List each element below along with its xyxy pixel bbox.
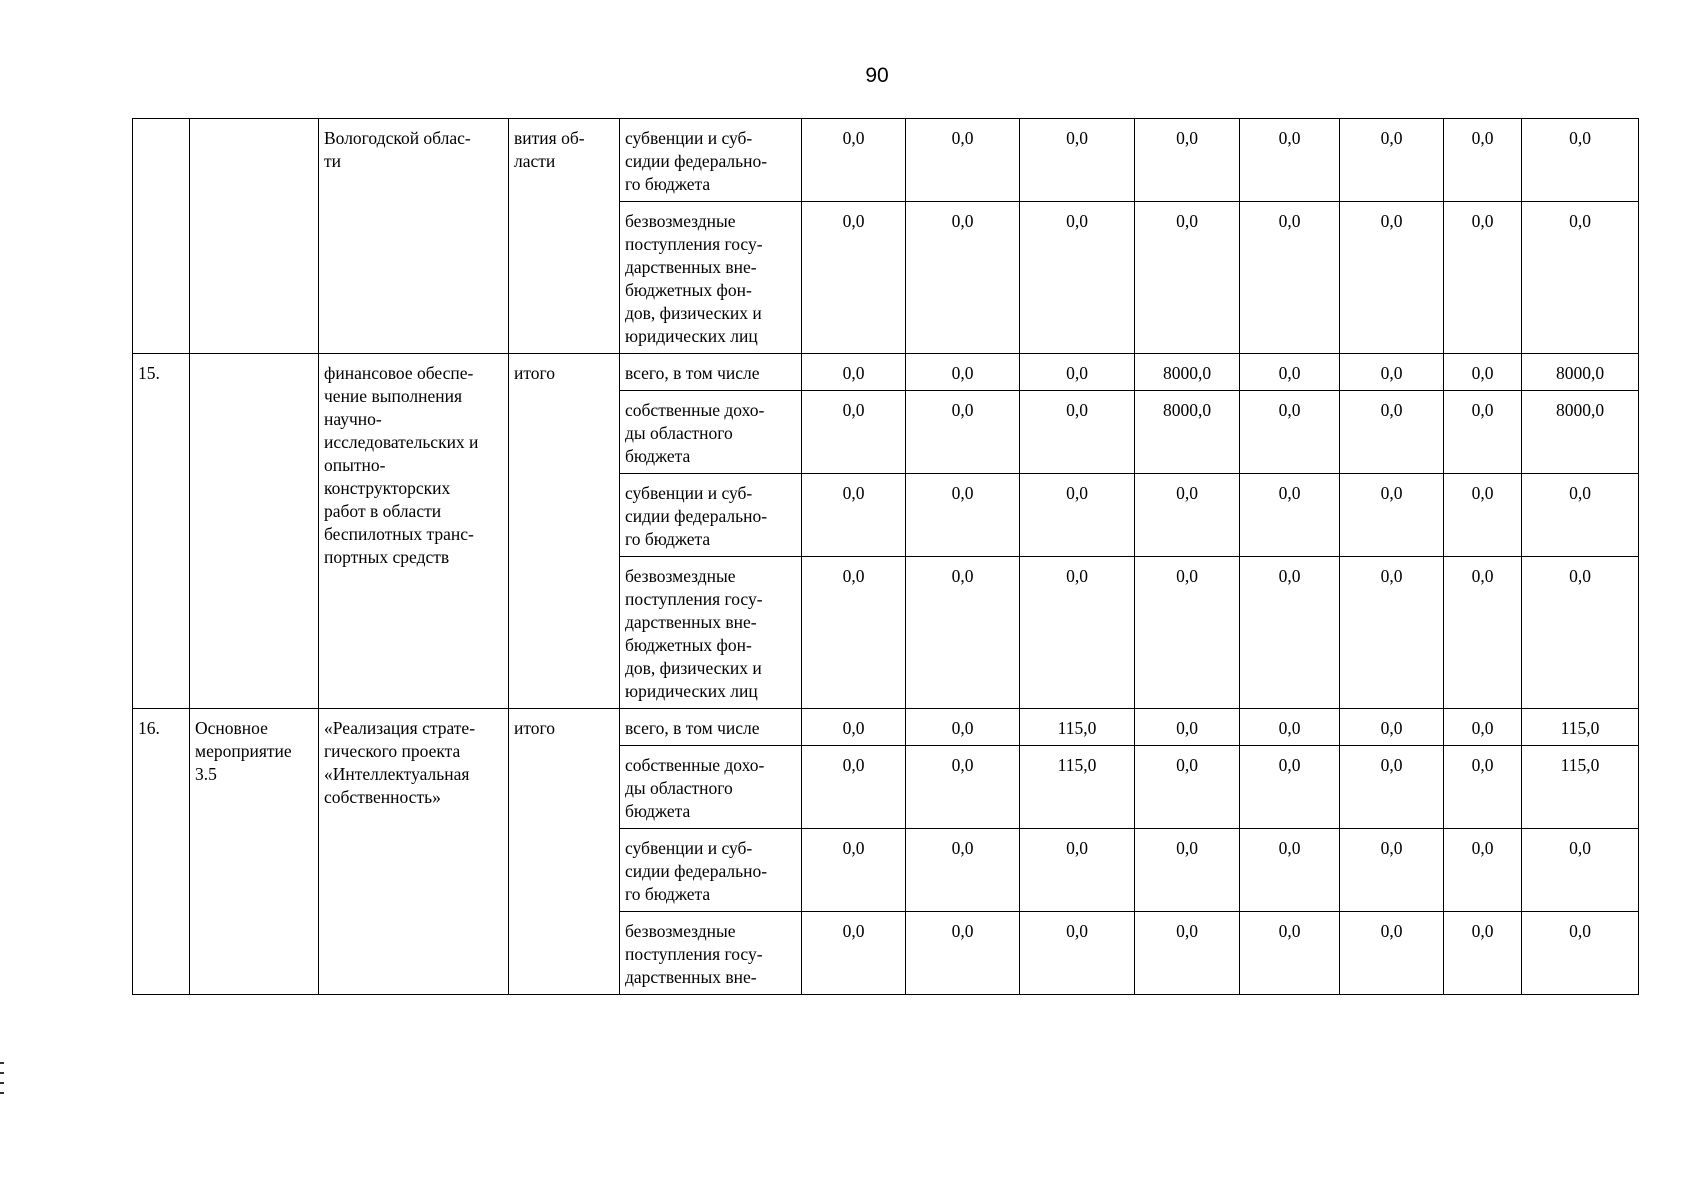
funding-source-cell: субвенции и суб- сидии федерально- го бюджета [620,119,802,202]
value-cell: 0,0 [1240,119,1340,202]
activity-name-cell: финансовое обеспе- чение выполнения научно- исследовательских и опытно- конструкторских работ в области беспилотных транс- портных средств [319,354,509,709]
value-cell: 0,0 [1240,391,1340,474]
value-cell: 0,0 [906,709,1020,746]
executor-cell: итого [509,354,620,709]
value-cell: 0,0 [1444,746,1522,829]
funding-source-cell: всего, в том числе [620,354,802,391]
value-cell: 0,0 [1240,202,1340,354]
row-number-cell: 16. [133,709,190,995]
value-cell: 0,0 [906,391,1020,474]
value-cell: 0,0 [1020,119,1135,202]
value-cell: 0,0 [1240,829,1340,912]
funding-source-cell: безвозмездные поступления госу- дарственных вне- бюджетных фон- дов, физических и юридических лиц [620,202,802,354]
value-cell: 0,0 [1340,391,1444,474]
value-cell: 0,0 [906,202,1020,354]
table-row [133,354,1639,391]
value-cell: 0,0 [1240,354,1340,391]
value-cell: 0,0 [1135,912,1240,995]
value-cell: 0,0 [1340,202,1444,354]
value-cell: 0,0 [1135,746,1240,829]
event-cell: Основное мероприятие 3.5 [190,709,319,995]
value-cell: 0,0 [1522,557,1639,709]
funding-source-cell: безвозмездные поступления госу- дарственных вне- бюджетных фон- дов, физических и юридических лиц [620,557,802,709]
value-cell: 0,0 [1020,202,1135,354]
funding-source-cell: собственные дохо- ды областного бюджета [620,391,802,474]
table-row [133,709,1639,746]
value-cell: 0,0 [1340,119,1444,202]
value-cell: 0,0 [802,119,906,202]
value-cell: 115,0 [1522,746,1639,829]
value-cell: 0,0 [1340,474,1444,557]
row-number-cell: 15. [133,354,190,709]
value-cell: 0,0 [1444,474,1522,557]
value-cell: 0,0 [906,354,1020,391]
value-cell: 0,0 [1240,557,1340,709]
value-cell: 0,0 [906,829,1020,912]
value-cell: 0,0 [1135,119,1240,202]
value-cell: 0,0 [906,119,1020,202]
value-cell: 0,0 [1240,474,1340,557]
table-row [133,119,1639,202]
value-cell: 0,0 [1020,912,1135,995]
value-cell: 0,0 [802,746,906,829]
value-cell: 0,0 [802,912,906,995]
value-cell: 8000,0 [1522,354,1639,391]
value-cell: 0,0 [1240,912,1340,995]
value-cell: 115,0 [1020,746,1135,829]
funding-source-cell: всего, в том числе [620,709,802,746]
value-cell: 0,0 [906,474,1020,557]
value-cell: 0,0 [906,557,1020,709]
value-cell: 0,0 [1240,709,1340,746]
value-cell: 8000,0 [1522,391,1639,474]
budget-table [132,118,1639,995]
value-cell: 0,0 [1522,474,1639,557]
value-cell: 0,0 [1522,912,1639,995]
value-cell: 0,0 [1444,354,1522,391]
row-number-cell [133,119,190,354]
value-cell: 0,0 [1135,709,1240,746]
value-cell: 0,0 [802,474,906,557]
budget-table-body [133,119,1639,995]
value-cell: 0,0 [1020,557,1135,709]
value-cell: 0,0 [802,391,906,474]
value-cell: 0,0 [802,354,906,391]
value-cell: 0,0 [1135,829,1240,912]
value-cell: 8000,0 [1135,391,1240,474]
value-cell: 0,0 [1340,746,1444,829]
value-cell: 0,0 [1522,829,1639,912]
event-cell [190,354,319,709]
executor-cell: вития об- ласти [509,119,620,354]
value-cell: 0,0 [1020,391,1135,474]
value-cell: 0,0 [1340,709,1444,746]
page-number: 90 [865,64,889,87]
value-cell: 0,0 [802,557,906,709]
funding-source-cell: субвенции и суб- сидии федерально- го бюджета [620,474,802,557]
funding-source-cell: собственные дохо- ды областного бюджета [620,746,802,829]
value-cell: 0,0 [906,912,1020,995]
executor-cell: итого [509,709,620,995]
activity-name-cell: «Реализация страте- гического проекта «Интеллектуальная собственность» [319,709,509,995]
value-cell: 0,0 [1444,829,1522,912]
value-cell: 0,0 [1135,474,1240,557]
value-cell: 0,0 [802,829,906,912]
funding-source-cell: безвозмездные поступления госу- дарственных вне- [620,912,802,995]
value-cell: 0,0 [1444,557,1522,709]
value-cell: 0,0 [1340,557,1444,709]
activity-name-cell: Вологодской облас- ти [319,119,509,354]
value-cell: 0,0 [1444,391,1522,474]
value-cell: 0,0 [1444,912,1522,995]
value-cell: 0,0 [1020,354,1135,391]
value-cell: 0,0 [1135,202,1240,354]
value-cell: 0,0 [1340,829,1444,912]
value-cell: 0,0 [1444,119,1522,202]
event-cell [190,119,319,354]
value-cell: 0,0 [1020,474,1135,557]
value-cell: 8000,0 [1135,354,1240,391]
value-cell: 0,0 [1135,557,1240,709]
value-cell: 0,0 [1340,354,1444,391]
value-cell: 0,0 [1522,202,1639,354]
value-cell: 0,0 [802,202,906,354]
value-cell: 0,0 [802,709,906,746]
value-cell: 0,0 [1240,746,1340,829]
value-cell: 0,0 [906,746,1020,829]
value-cell: 0,0 [1444,202,1522,354]
value-cell: 0,0 [1522,119,1639,202]
value-cell: 115,0 [1020,709,1135,746]
funding-source-cell: субвенции и суб- сидии федерально- го бюджета [620,829,802,912]
value-cell: 0,0 [1020,829,1135,912]
value-cell: 0,0 [1340,912,1444,995]
value-cell: 0,0 [1444,709,1522,746]
value-cell: 115,0 [1522,709,1639,746]
scan-edge-marks [0,1062,4,1102]
